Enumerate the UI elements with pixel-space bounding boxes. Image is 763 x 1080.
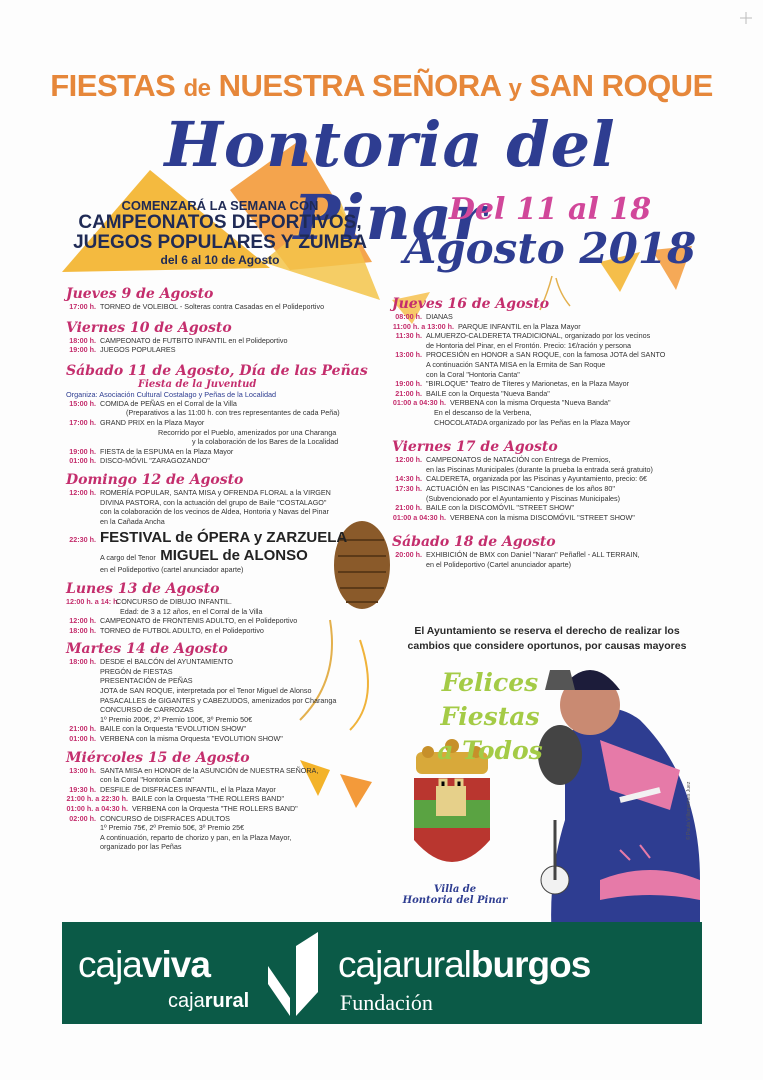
event-detail-text: Edad: de 3 a 12 años, en el Corral de la Villa [120, 606, 263, 616]
event-row [66, 488, 386, 498]
event-detail [66, 507, 386, 517]
event-detail-text: en las Piscinas Municipales (durante la prueba la entrada será gratuito) [426, 464, 653, 474]
kicker-part: SAN ROQUE [529, 68, 713, 103]
event-desc: VERBENA con la Orquesta "THE ROLLERS BAND" [132, 804, 298, 813]
event-time: 11:00 h. a 13:00 h. [392, 321, 454, 331]
event-detail-text: PASACALLES de GIGANTES y CABEZUDOS, amenizados por Charanga [100, 695, 337, 705]
left-column [66, 286, 386, 852]
right-column [392, 296, 712, 569]
intro-block [70, 198, 370, 267]
event-detail [392, 360, 712, 370]
event-row [392, 322, 712, 332]
day-subheading: Fiesta de la Juventud [138, 378, 257, 390]
event-time: 21:00 h. a 22:30 h. [66, 794, 128, 804]
event-detail-text: JOTA de SAN ROQUE, interpretada por el Tenor Miguel de Alonso [100, 686, 312, 696]
event-time: 12:00 h. [69, 616, 96, 626]
event-time: 12:00 h. a 14: h. [66, 596, 120, 606]
disclaimer-note [392, 624, 702, 654]
chevron-logo-icon [262, 932, 324, 1018]
day-heading: Miércoles 15 de Agosto [66, 749, 250, 766]
note-line: El Ayuntamiento se reserva el derecho de realizar los [414, 625, 680, 637]
event-row [392, 350, 712, 360]
kicker-part: FIESTAS [50, 68, 176, 103]
logo-text: caja [78, 944, 142, 985]
event-detail [66, 686, 386, 696]
event-desc: TORNEO de VOLEIBOL - Solteras contra Casadas en el Polideportivo [100, 302, 325, 311]
event-desc: ACTUACIÓN en las PISCINAS "Canciones de los años 80" [426, 483, 615, 493]
event-time: 01:00 h. [69, 734, 96, 744]
event-row [66, 336, 386, 346]
event-detail [392, 465, 712, 475]
event-time: 15:00 h. [69, 398, 96, 408]
kicker-part: NUESTRA SEÑORA [218, 68, 501, 103]
event-row [66, 456, 386, 466]
event-time: 01:00 a 04:30 h. [392, 398, 446, 408]
event-desc: EXHIBICIÓN de BMX con Daniel "Naran" Peñaflel - ALL TERRAIN, [426, 550, 640, 560]
event-time: 18:00 h. [69, 657, 96, 667]
event-time: 19:30 h. [69, 784, 96, 794]
event-time: 17:30 h. [395, 483, 422, 493]
event-row [392, 331, 712, 341]
event-detail [392, 341, 712, 351]
villa-line: Hontoria del Pinar [402, 895, 508, 906]
event-row [66, 785, 386, 795]
event-time: 20:00 h. [395, 550, 422, 560]
event-desc: BAILE con la Orquesta "EVOLUTION SHOW" [100, 724, 247, 734]
event-time: 19:00 h. [69, 345, 96, 355]
event-time: 21:00 h. [395, 388, 422, 398]
cajarural-sub-logo [168, 990, 249, 1013]
event-desc: DISCO-MÓVIL "ZARAGOZANDO" [100, 456, 210, 466]
event-desc: PARQUE INFANTIL en la Plaza Mayor [458, 321, 581, 331]
day-heading: Viernes 17 de Agosto [392, 439, 558, 456]
event-time: 17:00 h. [69, 417, 96, 427]
event-time: 12:00 h. [395, 455, 422, 465]
event-desc: BAILE con la Orquesta "Nueva Banda" [426, 388, 550, 398]
event-desc: COMIDA de PEÑAS en el Corral de la Villa [100, 398, 237, 408]
event-row [66, 814, 386, 824]
greeting [390, 666, 590, 768]
event-desc: PROCESIÓN en HONOR a SAN ROQUE, con la famosa JOTA del SANTO [426, 350, 666, 360]
event-detail-text: A cargo del Tenor [100, 553, 156, 563]
event-time: 21:00 h. [69, 724, 96, 734]
month-year: Agosto 2018 [403, 224, 697, 273]
event-detail-text: 1º Premio 75€, 2º Premio 50€, 3º Premio 25€ [100, 823, 245, 833]
performer-name: MIGUEL de ALONSO [160, 547, 308, 565]
organizer-line: Organiza: Asociación Cultural Costalago y Peñas de la Localidad [66, 389, 277, 399]
event-row [66, 616, 386, 626]
event-time: 01:00 a 04:30 h. [392, 512, 446, 522]
event-row [66, 724, 386, 734]
event-detail [66, 437, 386, 447]
event-detail [392, 408, 712, 418]
event-detail [66, 676, 386, 686]
day-heading: Jueves 16 de Agosto [392, 296, 550, 312]
event-desc: CONCURSO de DISFRACES ADULTOS [100, 813, 230, 823]
event-row [392, 484, 712, 494]
event-row [392, 503, 712, 513]
event-desc: DIANAS [426, 312, 453, 321]
event-row [66, 302, 386, 312]
event-detail-text: Recorrido por el Pueblo, amenizados por una Charanga [158, 427, 337, 437]
date-block [400, 192, 700, 271]
event-desc: DESFILE de DISFRACES INFANTIL, el la Plaza Mayor [100, 784, 276, 794]
event-detail [392, 418, 712, 428]
event-desc: GRAND PRIX en la Plaza Mayor [100, 417, 205, 427]
event-desc: VERBENA con la misma Orquesta "Nueva Banda" [450, 398, 611, 408]
day-heading: Viernes 10 de Agosto [66, 319, 232, 336]
event-detail-text: con la Coral "Hontoria Canta" [426, 369, 520, 379]
event-time: 14:30 h. [395, 474, 422, 484]
event-time: 02:00 h. [69, 813, 96, 823]
event-detail [66, 715, 386, 725]
event-detail [66, 705, 386, 715]
event-desc: VERBENA con la misma Orquesta "EVOLUTION SHOW" [100, 734, 283, 744]
event-row [66, 399, 386, 409]
event-time: 18:00 h. [69, 335, 96, 345]
event-time: 08:00 h. [395, 312, 422, 321]
event-row [66, 418, 386, 428]
event-time: 13:00 h. [69, 765, 96, 775]
event-detail-text: con la colaboración de los vecinos de Aldea, Hontoria y Navas del Pinar [100, 507, 329, 517]
kicker-part: y [508, 75, 522, 102]
event-row [66, 345, 386, 355]
event-desc: TORNEO de FUTBOL ADULTO, en el Polideportivo [100, 625, 264, 635]
event-detail-text: A continuación, reparto de chorizo y pan, en la Plaza Mayor, [100, 832, 292, 842]
event-detail [66, 408, 386, 418]
event-time: 22:30 h. [69, 535, 96, 545]
logo-text: cajarural [338, 944, 471, 985]
logo-text: caja [168, 990, 205, 1012]
event-time: 11:30 h. [395, 331, 422, 341]
event-desc: VERBENA con la misma DISCOMÓVIL "STREET SHOW" [450, 512, 635, 522]
event-time: 01:00 h. a 04:30 h. [66, 804, 128, 813]
event-time: 13:00 h. [395, 350, 422, 360]
event-desc: DESDE el BALCÓN del AYUNTAMIENTO [100, 657, 234, 667]
event-time: 18:00 h. [69, 625, 96, 635]
event-desc: FIESTA de la ESPUMA en la Plaza Mayor [100, 446, 234, 456]
event-desc: SANTA MISA en HONOR de la ASUNCIÓN de NUESTRA SEÑORA, [100, 765, 319, 775]
event-row [392, 474, 712, 484]
event-detail [66, 667, 386, 677]
event-desc: CAMPEONATO de FRONTENIS ADULTO, en el Polideportivo [100, 616, 298, 626]
greeting-line: Felices Fiestas [440, 668, 540, 731]
event-row [66, 766, 386, 776]
event-time: 12:00 h. [69, 487, 96, 497]
event-detail-text: PRESENTACIÓN de PEÑAS [100, 676, 193, 686]
event-time: 01:00 h. [69, 456, 96, 466]
event-detail [66, 607, 386, 617]
event-row [392, 550, 712, 560]
event-row [66, 734, 386, 744]
event-detail-text: de Hontoria del Pinar, en el Frontón. Precio: 1€/ración y persona [426, 340, 631, 350]
note-line: cambios que considere oportunos, por causas mayores [407, 640, 687, 652]
event-detail-text: CHOCOLATADA organizado por las Peñas en la Plaza Mayor [434, 417, 631, 427]
event-row [392, 379, 712, 389]
event-detail [66, 565, 386, 575]
event-row [66, 447, 386, 457]
event-detail-text: 1º Premio 200€, 2º Premio 100€, 3º Premio 50€ [100, 714, 253, 724]
day-heading: Martes 14 de Agosto [66, 641, 228, 658]
intro-line: JUEGOS POPULARES Y ZUMBA [73, 232, 367, 253]
event-detail [66, 696, 386, 706]
event-desc: BAILE con la DISCOMÓVIL "STREET SHOW" [426, 503, 575, 513]
event-detail-text: (Preparativos a las 11:00 h. con tres representantes de cada Peña) [126, 408, 340, 418]
greeting-line: a Todos [437, 736, 543, 765]
event-row [392, 455, 712, 465]
event-time: 19:00 h. [395, 379, 422, 389]
event-desc: CONCURSO de DIBUJO INFANTIL. [116, 596, 232, 606]
day-heading: Lunes 13 de Agosto [66, 580, 220, 597]
event-detail [66, 428, 386, 438]
event-desc: CAMPEONATOS de NATACIÓN con Entrega de Premios, [426, 455, 611, 465]
event-row [66, 657, 386, 667]
event-detail-text: En el descanso de la Verbena, [434, 407, 532, 417]
event-detail [392, 494, 712, 504]
fundacion-label: Fundación [340, 990, 433, 1015]
event-detail [66, 498, 386, 508]
villa-caption [400, 884, 510, 906]
event-detail [66, 547, 386, 565]
event-detail-text: y la colaboración de los Bares de la Localidad [192, 437, 339, 447]
town-title: Hontoria del Pinar [164, 108, 616, 254]
event-detail-text: PREGÓN de FIESTAS [100, 666, 173, 676]
event-detail-text: DIVINA PASTORA, con la actuación del grupo de Baile "COSTALAGO" [100, 497, 327, 507]
event-detail [392, 370, 712, 380]
event-detail [66, 775, 386, 785]
event-desc: FESTIVAL de ÓPERA y ZARZUELA [100, 529, 348, 547]
event-detail [66, 842, 386, 852]
event-detail-text: en la Cañada Ancha [100, 516, 165, 526]
villa-line: Villa de [433, 884, 477, 895]
event-detail-text: A continuación SANTA MISA en la Ermita de San Roque [426, 359, 606, 369]
event-row [66, 597, 386, 607]
event-row [66, 804, 386, 814]
day-heading: Domingo 12 de Agosto [66, 471, 244, 488]
cajaviva-logo [78, 944, 210, 986]
intro-line: del 6 al 10 de Agosto [160, 253, 280, 267]
event-desc: CALDERETA, organizada por las Piscinas y Ayuntamiento, precio: 6€ [426, 474, 648, 484]
festival-kicker-title [0, 68, 763, 104]
event-desc: ROMERÍA POPULAR, SANTA MISA y OFRENDA FLORAL a la VIRGEN [100, 487, 331, 497]
event-desc: JUEGOS POPULARES [100, 345, 176, 355]
event-time: 17:00 h. [69, 302, 96, 311]
event-desc: ALMUERZO-CALDERETA TRADICIONAL, organizado por los vecinos [426, 331, 651, 341]
event-detail [66, 517, 386, 527]
logo-text: burgos [470, 944, 591, 985]
illustration-credit: © Paula Villamarines Juez [686, 781, 692, 840]
day-heading: Jueves 9 de Agosto [66, 286, 214, 302]
event-row [392, 389, 712, 399]
event-detail-text: con la Coral "Hontoria Canta" [100, 775, 194, 785]
event-detail-text: organizado por las Peñas [100, 842, 182, 852]
event-row [66, 626, 386, 636]
event-time: 21:00 h. [395, 503, 422, 513]
event-desc: "BIRLOQUE" Teatro de Títeres y Marionetas, en la Plaza Mayor [426, 379, 629, 389]
date-range: Del 11 al 18 [448, 192, 652, 227]
cajaruralburgos-logo [338, 944, 590, 986]
event-row [66, 529, 386, 547]
event-row [66, 794, 386, 804]
event-desc: BAILE con la Orquesta "THE ROLLERS BAND" [132, 794, 285, 804]
intro-line: COMENZARÁ LA SEMANA CON [121, 198, 319, 213]
logo-text: viva [141, 944, 210, 985]
event-detail-text: en el Polideportivo (cartel anunciador aparte) [100, 565, 244, 575]
event-row [392, 312, 712, 322]
event-row [392, 513, 712, 523]
event-detail-text: CONCURSO de CARROZAS [100, 705, 194, 715]
event-detail [66, 823, 386, 833]
logo-text: rural [204, 990, 250, 1012]
intro-line: CAMPEONATOS DEPORTIVOS, [78, 212, 362, 233]
event-detail-text: en el Polideportivo (Cartel anunciador aparte) [426, 559, 572, 569]
event-time: 19:00 h. [69, 446, 96, 456]
day-heading: Sábado 18 de Agosto [392, 534, 556, 551]
event-detail [392, 560, 712, 570]
event-detail [66, 833, 386, 843]
event-row [392, 398, 712, 408]
kicker-part: de [183, 75, 211, 102]
event-detail-text: (Subvencionado por el Ayuntamiento y Piscinas Municipales) [426, 493, 621, 503]
event-desc: CAMPEONATO de FUTBITO INFANTIL en el Polideportivo [100, 335, 288, 345]
day-heading: Sábado 11 de Agosto, Día de las Peñas [66, 362, 368, 379]
